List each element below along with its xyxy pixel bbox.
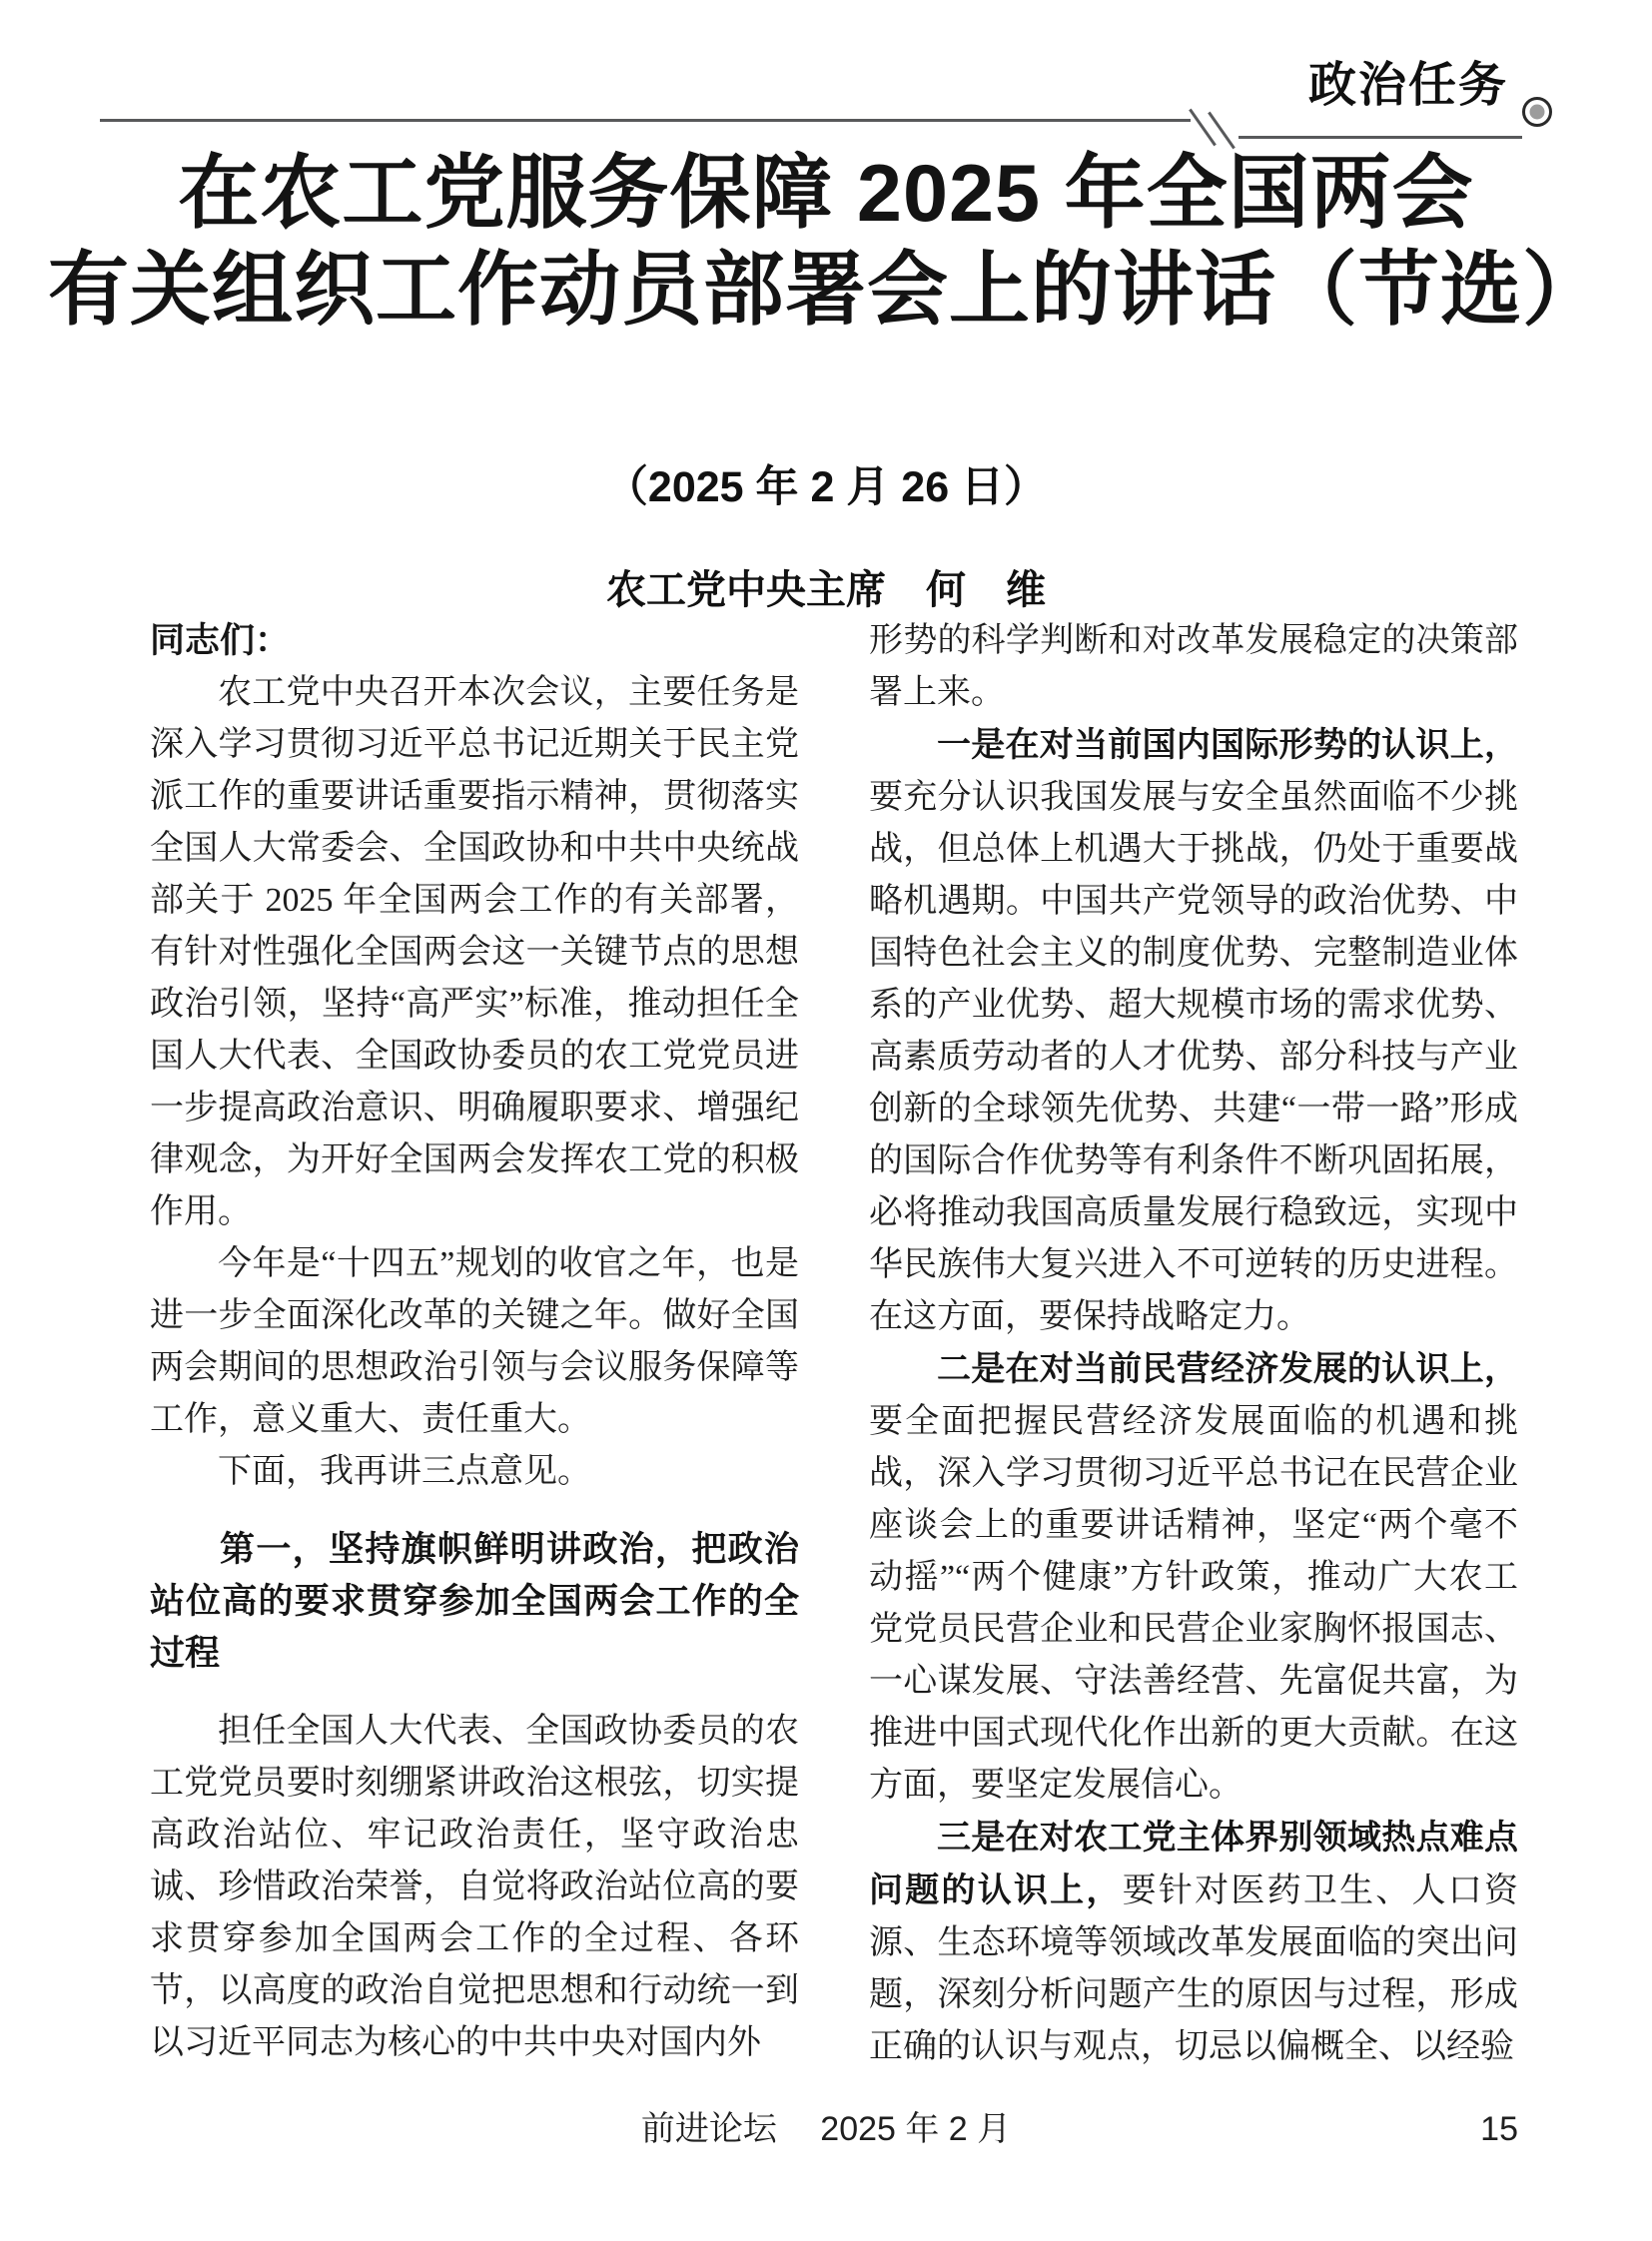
paragraph: 形势的科学判断和对改革发展稳定的决策部署上来。 [869,622,1518,711]
paragraph: 担任全国人大代表、全国政协委员的农工党党员要时刻绷紧讲政治这根弦，切实提高政治站位、牢记政治责任，坚守政治忠诚、珍惜政治荣誉，自觉将政治站位高的要求贯穿参加全国两会工作的全过程、各环节，以高度的政治自觉把思想和行动统一到以习近平同志为核心的中共中央对国内外 [150,1713,799,2061]
paragraph-lead: 一是在对当前国内国际形势的认识上， [937,726,1518,764]
bullet-ring-dot [1530,105,1545,120]
section-label: 政治任务 [1307,59,1508,112]
footer [0,2109,1652,2150]
article-title [0,146,1652,340]
section-heading: 第一，坚持旗帜鲜明讲政治，把政治站位高的要求贯穿参加全国两会工作的全过程 [150,1530,799,1673]
speech-date: （2025 年 2 月 26 日） [604,463,1048,511]
header-rule-left [100,119,1191,122]
author-byline: 农工党中央主席 何 维 [606,568,1046,612]
article-body [150,615,1518,2075]
paragraph: 下面，我再讲三点意见。 [218,1453,591,1490]
paragraph: 农工党中央召开本次会议，主要任务是深入学习贯彻习近平总书记近期关于民主党派工作的重要讲话重要指示精神，贯彻落实全国人大常委会、全国政协和中共中央统战部关于 2025 年全国两会工作的有关部署，有针对性强化全国两会这一关键节点的思想政治引领，坚持“高严实”标准，推动担任全国人大代表、全国政协委员的农工党党员进一步提高政治意识、明确履职要求、增强纪律观念，为开好全国两会发挥农工党的积极作用。 [150,674,799,1230]
issue-date: 2025 年 2 月 [820,2110,1012,2148]
salutation: 同志们： [150,621,291,660]
title-line-2: 有关组织工作动员部署会上的讲话（节选） [47,246,1604,336]
paragraph: 三是在对农工党主体界别领域热点难点问题的认识上，要针对医药卫生、人口资源、生态环境等领域改革发展面临的突出问题，深刻分析问题产生的原因与过程，形成正确的认识与观点，切忌以偏概全、以经验 [869,1819,1518,2065]
paragraph: 今年是“十四五”规划的收官之年，也是进一步全面深化改革的关键之年。做好全国两会期间的思想政治引领与会议服务保障等工作，意义重大、责任重大。 [150,1245,799,1438]
paragraph: 二是在对当前民营经济发展的认识上，要全面把握民营经济发展面临的机遇和挑战，深入学习贯彻习近平总书记在民营企业座谈会上的重要讲话精神，坚定“两个毫不动摇”“两个健康”方针政策，推动广大农工党党员民营企业和民营企业家胸怀报国志、一心谋发展、守法善经营、先富促共富，为推进中国式现代化作出新的更大贡献。在这方面，要坚定发展信心。 [869,1350,1518,1804]
journal-name: 前进论坛 [640,2110,777,2148]
paragraph-lead: 三是在对农工党主体界别领域热点难点问题的认识上， [869,1819,1518,1909]
paragraph-lead: 二是在对当前民营经济发展的认识上， [937,1350,1518,1388]
paragraph: 一是在对当前国内国际形势的认识上，要充分认识我国发展与安全虽然面临不少挑战，但总体上机遇大于挑战，仍处于重要战略机遇期。中国共产党领导的政治优势、中国特色社会主义的制度优势、完整制造业体系的产业优势、超大规模市场的需求优势、高素质劳动者的人才优势、部分科技与产业创新的全球领先优势、共建“一带一路”形成的国际合作优势等有利条件不断巩固拓展，必将推动我国高质量发展行稳致远，实现中华民族伟大复兴进入不可逆转的历史进程。在这方面，要保持战略定力。 [869,726,1518,1335]
column-right [869,615,1518,2075]
bullet-ring-icon [1522,97,1552,127]
header-rule-right [1239,136,1522,139]
title-line-1: 在农工党服务保障 2025 年全国两会 [178,149,1474,239]
page-number: 15 [1480,2110,1518,2148]
column-left [150,615,799,2075]
